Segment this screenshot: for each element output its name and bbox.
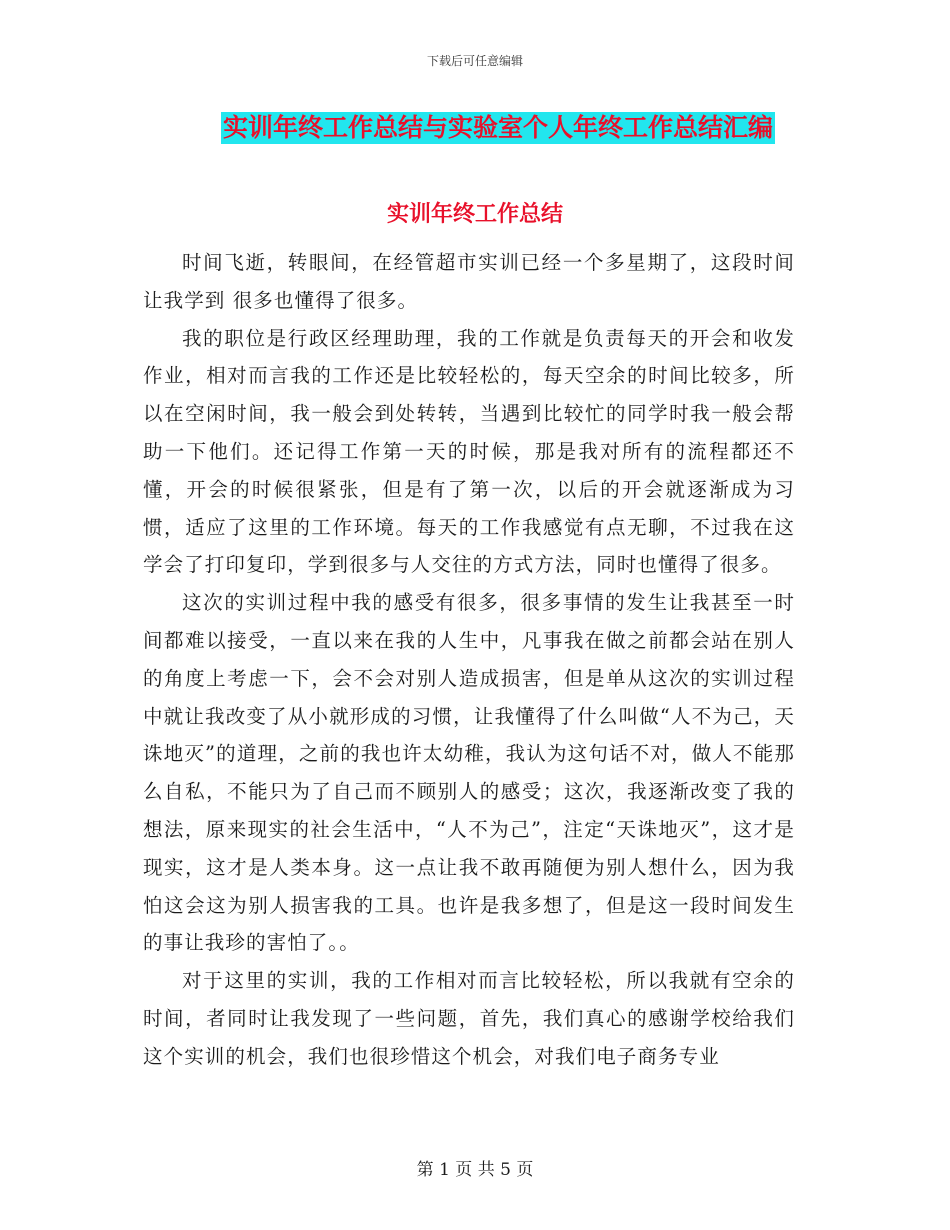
paragraph-2: 我的职位是行政区经理助理，我的工作就是负责每天的开会和收发作业，相对而言我的工作还是比较轻松的，每天空余的时间比较多，所以在空闲时间，我一般会到处转转，当遇到比较忙的同学时我一般会帮助一下他们。还记得工作第一天的时候，那是我对所有的流程都还不懂，开会的时候很紧张，但是有了第一次，以后的开会就逐渐成为习惯，适应了这里的工作环境。每天的工作我感觉有点无聊，不过我在这学会了打印复印，学到很多与人交往的方式方法，同时也懂得了很多。	[143, 326, 795, 577]
paragraph-3: 这次的实训过程中我的感受有很多，很多事情的发生让我甚至一时间都难以接受，一直以来在我的人生中，凡事我在做之前都会站在别人的角度上考虑一下，会不会对别人造成损害，但是单从这次的实训过程中就让我改变了从小就形成的习惯，让我懂得了什么叫做“人不为己，天诛地灭”的道理，之前的我也许太幼稚，我认为这句话不对，做人不能那么自私，不能只为了自己而不顾别人的感受；这次，我逐渐改变了我的想法，原来现实的社会生活中，“人不为己”，注定“天诛地灭”，这才是现实，这才是人类本身。这一点让我不敢再随便为别人想什么，因为我怕这会这为别人损害我的工具。也许是我多想了，但是这一段时间发生的事让我珍的害怕了。。	[143, 591, 795, 955]
paragraph-4: 对于这里的实训，我的工作相对而言比较轻松，所以我就有空余的时间，者同时让我发现了一些问题，首先，我们真心的感谢学校给我们这个实训的机会，我们也很珍惜这个机会，对我们电子商务专业	[143, 969, 795, 1068]
paragraph-1: 时间飞逝，转眼间，在经管超市实训已经一个多星期了，这段时间让我学到 很多也懂得了很多。	[143, 251, 795, 312]
page-number: 第 1 页 共 5 页	[416, 1160, 534, 1180]
document-title-container	[0, 112, 950, 144]
body-text	[143, 244, 795, 1076]
section-title: 实训年终工作总结	[386, 202, 563, 227]
document-title: 实训年终工作总结与实验室个人年终工作总结汇编	[222, 113, 773, 142]
page-header-note: 下载后可任意编辑	[426, 54, 523, 68]
